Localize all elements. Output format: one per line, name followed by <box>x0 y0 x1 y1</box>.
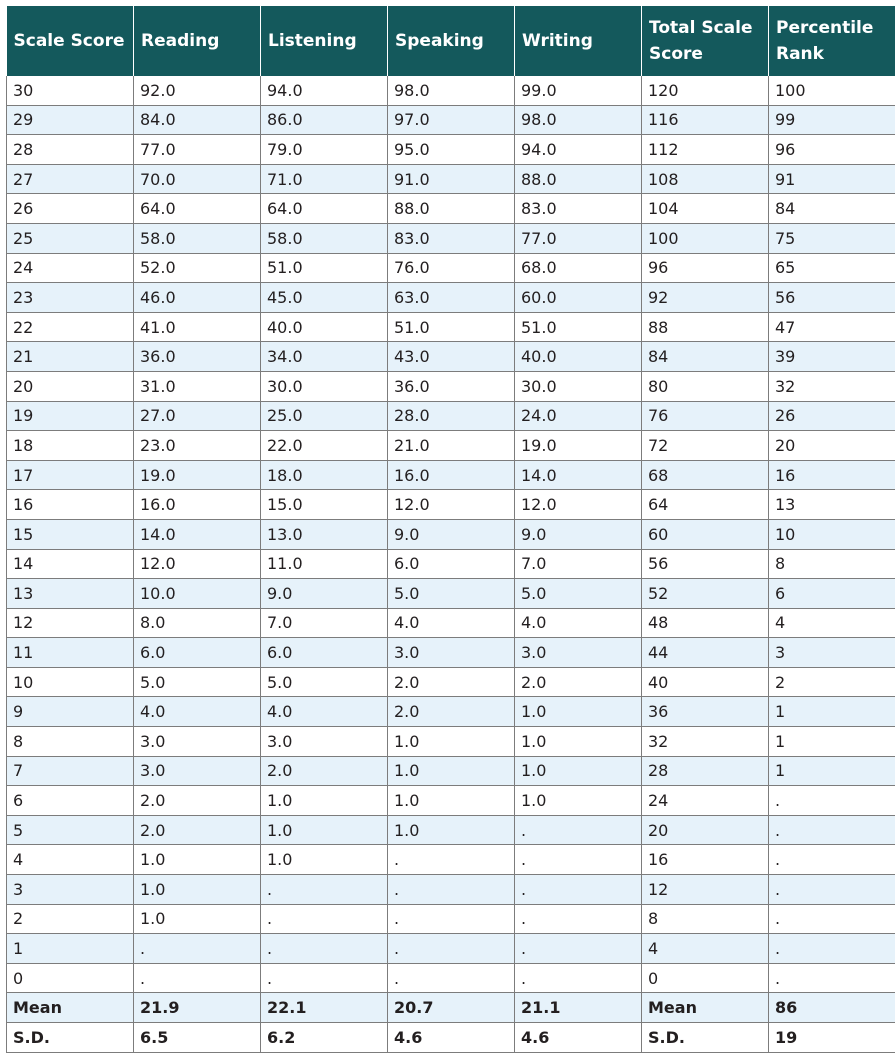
cell-speaking: 97.0 <box>388 105 515 135</box>
cell-writing: 30.0 <box>515 371 642 401</box>
cell-percentile-rank: 20 <box>769 431 895 461</box>
cell-speaking: . <box>388 875 515 905</box>
table-row <box>7 283 895 313</box>
cell-reading: 58.0 <box>134 223 261 253</box>
cell-total-scale-score: 76 <box>642 401 769 431</box>
cell-total-scale-score: 16 <box>642 845 769 875</box>
cell-percentile-rank: 2 <box>769 667 895 697</box>
cell-writing: 40.0 <box>515 342 642 372</box>
cell-speaking: 9.0 <box>388 519 515 549</box>
cell-reading: 70.0 <box>134 164 261 194</box>
cell-writing: 60.0 <box>515 283 642 313</box>
cell-total-scale-score: 108 <box>642 164 769 194</box>
cell-reading: 27.0 <box>134 401 261 431</box>
summary-cell-listening: 6.2 <box>261 1023 388 1053</box>
cell-scale-score: 23 <box>7 283 134 313</box>
cell-total-scale-score: 100 <box>642 223 769 253</box>
cell-writing: 1.0 <box>515 727 642 757</box>
cell-scale-score: 22 <box>7 312 134 342</box>
table-row <box>7 253 895 283</box>
cell-listening: 7.0 <box>261 608 388 638</box>
cell-reading: 14.0 <box>134 519 261 549</box>
header-reading: Reading <box>134 6 261 76</box>
cell-writing: 51.0 <box>515 312 642 342</box>
score-percentile-table <box>6 6 895 1053</box>
summary-cell-scale-score: S.D. <box>7 1023 134 1053</box>
cell-listening: 86.0 <box>261 105 388 135</box>
cell-total-scale-score: 36 <box>642 697 769 727</box>
table-row <box>7 549 895 579</box>
cell-total-scale-score: 80 <box>642 371 769 401</box>
cell-speaking: 3.0 <box>388 638 515 668</box>
cell-total-scale-score: 8 <box>642 904 769 934</box>
cell-reading: 52.0 <box>134 253 261 283</box>
cell-reading: 36.0 <box>134 342 261 372</box>
cell-percentile-rank: 1 <box>769 727 895 757</box>
cell-reading: 3.0 <box>134 727 261 757</box>
cell-writing: 94.0 <box>515 135 642 165</box>
cell-scale-score: 14 <box>7 549 134 579</box>
cell-listening: 1.0 <box>261 845 388 875</box>
cell-writing: 7.0 <box>515 549 642 579</box>
cell-writing: . <box>515 875 642 905</box>
cell-listening: 30.0 <box>261 371 388 401</box>
cell-speaking: 98.0 <box>388 76 515 105</box>
cell-scale-score: 18 <box>7 431 134 461</box>
table-row <box>7 312 895 342</box>
cell-speaking: 1.0 <box>388 756 515 786</box>
cell-scale-score: 12 <box>7 608 134 638</box>
cell-total-scale-score: 44 <box>642 638 769 668</box>
cell-writing: 12.0 <box>515 490 642 520</box>
cell-scale-score: 0 <box>7 963 134 993</box>
cell-reading: 10.0 <box>134 579 261 609</box>
cell-scale-score: 1 <box>7 934 134 964</box>
cell-total-scale-score: 64 <box>642 490 769 520</box>
cell-listening: 45.0 <box>261 283 388 313</box>
cell-scale-score: 13 <box>7 579 134 609</box>
table-row <box>7 342 895 372</box>
cell-scale-score: 2 <box>7 904 134 934</box>
cell-scale-score: 29 <box>7 105 134 135</box>
cell-speaking: 36.0 <box>388 371 515 401</box>
cell-percentile-rank: 84 <box>769 194 895 224</box>
cell-speaking: . <box>388 934 515 964</box>
cell-listening: 1.0 <box>261 786 388 816</box>
cell-scale-score: 3 <box>7 875 134 905</box>
cell-scale-score: 26 <box>7 194 134 224</box>
cell-listening: 79.0 <box>261 135 388 165</box>
cell-writing: 19.0 <box>515 431 642 461</box>
cell-reading: 84.0 <box>134 105 261 135</box>
cell-listening: 22.0 <box>261 431 388 461</box>
cell-listening: 1.0 <box>261 815 388 845</box>
cell-scale-score: 27 <box>7 164 134 194</box>
summary-cell-percentile-rank: 19 <box>769 1023 895 1053</box>
cell-speaking: 4.0 <box>388 608 515 638</box>
cell-speaking: . <box>388 904 515 934</box>
cell-total-scale-score: 84 <box>642 342 769 372</box>
cell-reading: 77.0 <box>134 135 261 165</box>
cell-writing: 4.0 <box>515 608 642 638</box>
cell-total-scale-score: 68 <box>642 460 769 490</box>
cell-scale-score: 21 <box>7 342 134 372</box>
cell-total-scale-score: 104 <box>642 194 769 224</box>
cell-reading: 4.0 <box>134 697 261 727</box>
cell-percentile-rank: 1 <box>769 697 895 727</box>
summary-cell-speaking: 20.7 <box>388 993 515 1023</box>
table-row <box>7 431 895 461</box>
table-row <box>7 223 895 253</box>
cell-percentile-rank: 47 <box>769 312 895 342</box>
cell-listening: 64.0 <box>261 194 388 224</box>
cell-speaking: 95.0 <box>388 135 515 165</box>
table-row <box>7 194 895 224</box>
cell-scale-score: 20 <box>7 371 134 401</box>
table-row <box>7 608 895 638</box>
summary-cell-percentile-rank: 86 <box>769 993 895 1023</box>
cell-listening: 5.0 <box>261 667 388 697</box>
cell-scale-score: 9 <box>7 697 134 727</box>
cell-listening: 2.0 <box>261 756 388 786</box>
cell-total-scale-score: 52 <box>642 579 769 609</box>
cell-percentile-rank: 8 <box>769 549 895 579</box>
summary-cell-total-scale-score: S.D. <box>642 1023 769 1053</box>
table-row <box>7 638 895 668</box>
table-row <box>7 697 895 727</box>
cell-reading: 12.0 <box>134 549 261 579</box>
cell-reading: 6.0 <box>134 638 261 668</box>
header-writing: Writing <box>515 6 642 76</box>
table-header <box>7 6 895 76</box>
cell-percentile-rank: 99 <box>769 105 895 135</box>
cell-speaking: 83.0 <box>388 223 515 253</box>
cell-speaking: 1.0 <box>388 727 515 757</box>
cell-speaking: 1.0 <box>388 786 515 816</box>
cell-speaking: 91.0 <box>388 164 515 194</box>
cell-speaking: 12.0 <box>388 490 515 520</box>
cell-writing: 3.0 <box>515 638 642 668</box>
cell-speaking: 16.0 <box>388 460 515 490</box>
cell-speaking: 6.0 <box>388 549 515 579</box>
summary-row-mean <box>7 993 895 1023</box>
cell-speaking: 51.0 <box>388 312 515 342</box>
header-scale-score: Scale Score <box>7 6 134 76</box>
cell-scale-score: 24 <box>7 253 134 283</box>
table-row <box>7 490 895 520</box>
cell-writing: 1.0 <box>515 697 642 727</box>
cell-reading: 5.0 <box>134 667 261 697</box>
cell-percentile-rank: 96 <box>769 135 895 165</box>
cell-listening: . <box>261 904 388 934</box>
cell-reading: 41.0 <box>134 312 261 342</box>
cell-percentile-rank: 3 <box>769 638 895 668</box>
table-row <box>7 76 895 105</box>
cell-writing: 98.0 <box>515 105 642 135</box>
cell-percentile-rank: . <box>769 963 895 993</box>
cell-writing: 1.0 <box>515 786 642 816</box>
cell-total-scale-score: 32 <box>642 727 769 757</box>
cell-listening: . <box>261 934 388 964</box>
cell-speaking: 88.0 <box>388 194 515 224</box>
summary-cell-reading: 6.5 <box>134 1023 261 1053</box>
cell-reading: 64.0 <box>134 194 261 224</box>
summary-row-sd <box>7 1023 895 1053</box>
cell-listening: 15.0 <box>261 490 388 520</box>
table-row <box>7 135 895 165</box>
cell-total-scale-score: 56 <box>642 549 769 579</box>
cell-reading: 2.0 <box>134 815 261 845</box>
cell-scale-score: 16 <box>7 490 134 520</box>
cell-writing: 5.0 <box>515 579 642 609</box>
cell-writing: 77.0 <box>515 223 642 253</box>
cell-percentile-rank: 6 <box>769 579 895 609</box>
cell-scale-score: 25 <box>7 223 134 253</box>
cell-listening: 18.0 <box>261 460 388 490</box>
cell-percentile-rank: 56 <box>769 283 895 313</box>
cell-percentile-rank: 100 <box>769 76 895 105</box>
cell-writing: 1.0 <box>515 756 642 786</box>
cell-total-scale-score: 120 <box>642 76 769 105</box>
cell-total-scale-score: 0 <box>642 963 769 993</box>
cell-percentile-rank: 16 <box>769 460 895 490</box>
cell-percentile-rank: . <box>769 875 895 905</box>
cell-listening: 3.0 <box>261 727 388 757</box>
cell-reading: 1.0 <box>134 875 261 905</box>
cell-speaking: 43.0 <box>388 342 515 372</box>
cell-total-scale-score: 72 <box>642 431 769 461</box>
summary-cell-writing: 21.1 <box>515 993 642 1023</box>
cell-total-scale-score: 48 <box>642 608 769 638</box>
cell-reading: 31.0 <box>134 371 261 401</box>
summary-cell-writing: 4.6 <box>515 1023 642 1053</box>
cell-percentile-rank: 10 <box>769 519 895 549</box>
cell-total-scale-score: 60 <box>642 519 769 549</box>
cell-writing: . <box>515 815 642 845</box>
cell-scale-score: 6 <box>7 786 134 816</box>
header-speaking: Speaking <box>388 6 515 76</box>
summary-cell-reading: 21.9 <box>134 993 261 1023</box>
cell-percentile-rank: 26 <box>769 401 895 431</box>
cell-writing: 9.0 <box>515 519 642 549</box>
cell-scale-score: 28 <box>7 135 134 165</box>
table-row <box>7 904 895 934</box>
cell-percentile-rank: 4 <box>769 608 895 638</box>
cell-scale-score: 19 <box>7 401 134 431</box>
cell-total-scale-score: 92 <box>642 283 769 313</box>
cell-reading: 23.0 <box>134 431 261 461</box>
cell-speaking: 5.0 <box>388 579 515 609</box>
cell-listening: 25.0 <box>261 401 388 431</box>
cell-speaking: 21.0 <box>388 431 515 461</box>
cell-scale-score: 11 <box>7 638 134 668</box>
cell-writing: . <box>515 963 642 993</box>
cell-writing: 24.0 <box>515 401 642 431</box>
table-row <box>7 105 895 135</box>
table-row <box>7 727 895 757</box>
cell-total-scale-score: 12 <box>642 875 769 905</box>
summary-cell-scale-score: Mean <box>7 993 134 1023</box>
cell-speaking: 28.0 <box>388 401 515 431</box>
header-row <box>7 6 895 76</box>
cell-listening: 40.0 <box>261 312 388 342</box>
cell-listening: 34.0 <box>261 342 388 372</box>
cell-reading: 3.0 <box>134 756 261 786</box>
table-row <box>7 875 895 905</box>
cell-total-scale-score: 88 <box>642 312 769 342</box>
table-row <box>7 963 895 993</box>
cell-writing: 83.0 <box>515 194 642 224</box>
cell-listening: 51.0 <box>261 253 388 283</box>
cell-reading: 92.0 <box>134 76 261 105</box>
cell-listening: 6.0 <box>261 638 388 668</box>
cell-scale-score: 8 <box>7 727 134 757</box>
cell-speaking: . <box>388 963 515 993</box>
cell-writing: 2.0 <box>515 667 642 697</box>
cell-percentile-rank: 13 <box>769 490 895 520</box>
cell-reading: . <box>134 934 261 964</box>
cell-speaking: 76.0 <box>388 253 515 283</box>
table-row <box>7 519 895 549</box>
cell-listening: . <box>261 963 388 993</box>
cell-reading: 46.0 <box>134 283 261 313</box>
cell-writing: 68.0 <box>515 253 642 283</box>
cell-listening: 13.0 <box>261 519 388 549</box>
header-percentile-rank: Percentile Rank <box>769 6 895 76</box>
cell-scale-score: 30 <box>7 76 134 105</box>
cell-speaking: 63.0 <box>388 283 515 313</box>
cell-total-scale-score: 112 <box>642 135 769 165</box>
cell-reading: . <box>134 963 261 993</box>
cell-scale-score: 17 <box>7 460 134 490</box>
cell-percentile-rank: . <box>769 815 895 845</box>
cell-total-scale-score: 4 <box>642 934 769 964</box>
cell-reading: 8.0 <box>134 608 261 638</box>
cell-scale-score: 10 <box>7 667 134 697</box>
cell-writing: 14.0 <box>515 460 642 490</box>
cell-scale-score: 5 <box>7 815 134 845</box>
cell-percentile-rank: . <box>769 786 895 816</box>
summary-cell-listening: 22.1 <box>261 993 388 1023</box>
table-row <box>7 786 895 816</box>
cell-speaking: 2.0 <box>388 697 515 727</box>
summary-cell-total-scale-score: Mean <box>642 993 769 1023</box>
cell-writing: . <box>515 904 642 934</box>
cell-total-scale-score: 116 <box>642 105 769 135</box>
cell-reading: 16.0 <box>134 490 261 520</box>
cell-total-scale-score: 20 <box>642 815 769 845</box>
table-body <box>7 76 895 1052</box>
cell-listening: . <box>261 875 388 905</box>
cell-writing: 99.0 <box>515 76 642 105</box>
cell-speaking: 1.0 <box>388 815 515 845</box>
cell-listening: 11.0 <box>261 549 388 579</box>
cell-reading: 1.0 <box>134 904 261 934</box>
cell-listening: 94.0 <box>261 76 388 105</box>
cell-percentile-rank: . <box>769 845 895 875</box>
cell-scale-score: 7 <box>7 756 134 786</box>
cell-total-scale-score: 96 <box>642 253 769 283</box>
cell-writing: . <box>515 845 642 875</box>
cell-listening: 9.0 <box>261 579 388 609</box>
cell-total-scale-score: 40 <box>642 667 769 697</box>
cell-speaking: 2.0 <box>388 667 515 697</box>
table-row <box>7 164 895 194</box>
table-row <box>7 579 895 609</box>
table-row <box>7 371 895 401</box>
cell-percentile-rank: 65 <box>769 253 895 283</box>
cell-writing: . <box>515 934 642 964</box>
cell-percentile-rank: 1 <box>769 756 895 786</box>
table-row <box>7 934 895 964</box>
cell-total-scale-score: 28 <box>642 756 769 786</box>
table-row <box>7 460 895 490</box>
cell-writing: 88.0 <box>515 164 642 194</box>
cell-scale-score: 4 <box>7 845 134 875</box>
cell-reading: 19.0 <box>134 460 261 490</box>
cell-percentile-rank: 91 <box>769 164 895 194</box>
cell-listening: 71.0 <box>261 164 388 194</box>
cell-percentile-rank: . <box>769 904 895 934</box>
cell-total-scale-score: 24 <box>642 786 769 816</box>
cell-percentile-rank: 32 <box>769 371 895 401</box>
cell-reading: 1.0 <box>134 845 261 875</box>
header-listening: Listening <box>261 6 388 76</box>
cell-percentile-rank: 39 <box>769 342 895 372</box>
cell-scale-score: 15 <box>7 519 134 549</box>
cell-reading: 2.0 <box>134 786 261 816</box>
table-row <box>7 756 895 786</box>
cell-percentile-rank: 75 <box>769 223 895 253</box>
cell-percentile-rank: . <box>769 934 895 964</box>
table-row <box>7 815 895 845</box>
header-total-scale-score: Total Scale Score <box>642 6 769 76</box>
cell-listening: 58.0 <box>261 223 388 253</box>
table-row <box>7 667 895 697</box>
table-row <box>7 401 895 431</box>
table-row <box>7 845 895 875</box>
cell-speaking: . <box>388 845 515 875</box>
cell-listening: 4.0 <box>261 697 388 727</box>
summary-cell-speaking: 4.6 <box>388 1023 515 1053</box>
